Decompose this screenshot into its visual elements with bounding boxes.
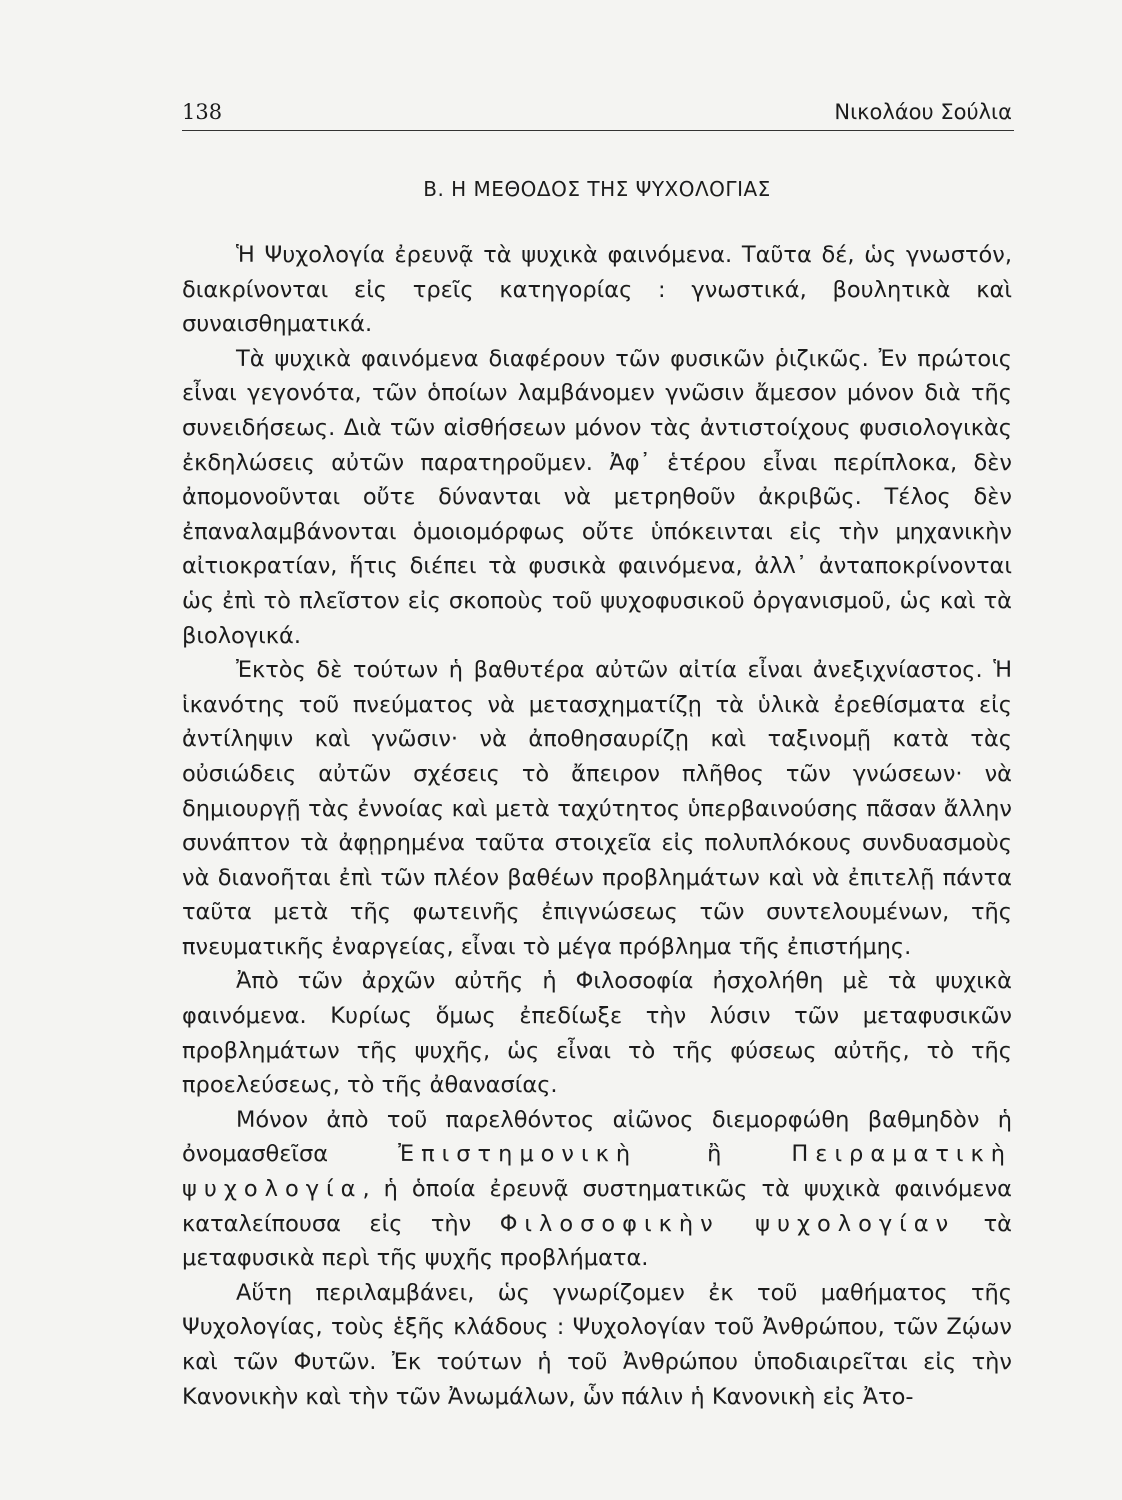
paragraph-5-text-d: τὰ μεταφυσικὰ περὶ τῆς ψυχῆς προβλήματα.: [182, 1210, 1013, 1272]
body-text: [182, 238, 1012, 1414]
paragraph-3: Ἐκτὸς δὲ τούτων ἡ βαθυτέρα αὐτῶν αἰτία εἶναι ἀνεξιχνίαστος. Ἡ ἱκανότης τοῦ πνεύματος νὰ μετασχηματίζῃ τὰ ὑλικὰ ἐρεθίσματα εἰς ἀντίληψιν καὶ γνῶσιν· νὰ ἀποθησαυρίζῃ καὶ ταξινομῇ κατὰ τὰς οὐσιώδεις αὐτῶν σχέσεις τὸ ἄπειρον πλῆθος τῶν γνώσεων· νὰ δημιουργῇ τὰς ἐννοίας καὶ μετὰ ταχύτητος ὑπερβαινούσης πᾶσαν ἄλλην συνάπτον τὰ ἀφῃρημένα ταῦτα στοιχεῖα εἰς πολυπλόκους συνδυασμοὺς νὰ διανοῆται ἐπὶ τῶν πλέον βαθέων προβλημάτων καὶ νὰ ἐπιτελῇ πάντα ταῦτα μετὰ τῆς φωτεινῆς ἐπιγνώσεως τῶν συντελουμένων, τῆς πνευματικῆς ἐναργείας, εἶναι τὸ μέγα πρόβλημα τῆς ἐπιστήμης.: [182, 657, 1012, 960]
term-scientific: Ἐπιστημονικὴ: [398, 1141, 638, 1168]
header-rule: [182, 130, 1014, 131]
paragraph-5: [182, 1103, 1012, 1276]
term-experimental-psychology: Πειραματικὴ ψυχολογία: [182, 1141, 1012, 1203]
paragraph-2: Τὰ ψυχικὰ φαινόμενα διαφέρουν τῶν φυσικῶν ῥιζικῶς. Ἐν πρώτοις εἶναι γεγονότα, τῶν ὁποίων λαμβάνομεν γνῶσιν ἄμεσον μόνον διὰ τῆς συνειδήσεως. Διὰ τῶν αἰσθήσεων μόνον τὰς ἀντιστοίχους φυσιολογικὰς ἐκδηλώσεις αὐτῶν παρατηροῦμεν. Ἀφ᾿ ἑτέρου εἶναι περίπλοκα, δὲν ἀπομονοῦνται οὔτε δύνανται νὰ μετρηθοῦν ἀκριβῶς. Τέλος δὲν ἐπαναλαμβάνονται ὁμοιομόρφως οὔτε ὑπόκεινται εἰς τὴν μηχανικὴν αἰτιοκρατίαν, ἥτις διέπει τὰ φυσικὰ φαινόμενα, ἀλλ᾿ ἀνταποκρίνονται ὡς ἐπὶ τὸ πλεῖστον εἰς σκοποὺς τοῦ ψυχοφυσικοῦ ὀργανισμοῦ, ὡς καὶ τὰ βιολογικά.: [182, 345, 1012, 649]
section-title: Β. Η ΜΕΘΟΔΟΣ ΤΗΣ ΨΥΧΟΛΟΓΙΑΣ: [423, 177, 771, 201]
paragraph-5-text-a: Μόνον ἀπὸ τοῦ παρελθόντος αἰῶνος διεμορφώθη βαθμηδὸν ἡ ὀνομασθεῖσα: [182, 1106, 1012, 1168]
page-number: 138: [182, 100, 223, 124]
running-head-author: Νικολάου Σούλια: [834, 100, 1012, 124]
term-philosophical-psychology: Φιλοσοφικὴν ψυχολογίαν: [499, 1210, 956, 1237]
paragraph-1: Ἡ Ψυχολογία ἐρευνᾷ τὰ ψυχικὰ φαινόμενα. Ταῦτα δέ, ὡς γνωστόν, διακρίνονται εἰς τρεῖς κατηγορίας : γνωστικά, βουλητικὰ καὶ συναισθηματικά.: [182, 242, 1012, 338]
paragraph-5-text-c: , ἡ ὁποία ἐρευνᾷ συστηματικῶς τὰ ψυχικὰ φαινόμενα καταλείπουσα εἰς τὴν: [182, 1176, 1012, 1237]
paragraph-4: Ἀπὸ τῶν ἀρχῶν αὐτῆς ἡ Φιλοσοφία ἠσχολήθη μὲ τὰ ψυχικὰ φαινόμενα. Κυρίως ὅμως ἐπεδίωξε τὴν λύσιν τῶν μεταφυσικῶν προβλημάτων τῆς ψυχῆς, ὡς εἶναι τὸ τῆς φύσεως αὐτῆς, τὸ τῆς προελεύσεως, τὸ τῆς ἀθανασίας.: [182, 968, 1012, 1099]
paragraph-5-text-b: ἢ: [637, 1141, 792, 1168]
paragraph-6: Αὕτη περιλαμβάνει, ὡς γνωρίζομεν ἐκ τοῦ μαθήματος τῆς Ψυχολογίας, τοὺς ἑξῆς κλάδους : Ψυχολογίαν τοῦ Ἀνθρώπου, τῶν Ζῴων καὶ τῶν Φυτῶν. Ἐκ τούτων ἡ τοῦ Ἀνθρώπου ὑποδιαιρεῖται εἰς τὴν Κανονικὴν καὶ τὴν τῶν Ἀνωμάλων, ὧν πάλιν ἡ Κανονικὴ εἰς Ἀτο-: [182, 1279, 1012, 1410]
running-head: [182, 100, 1012, 132]
